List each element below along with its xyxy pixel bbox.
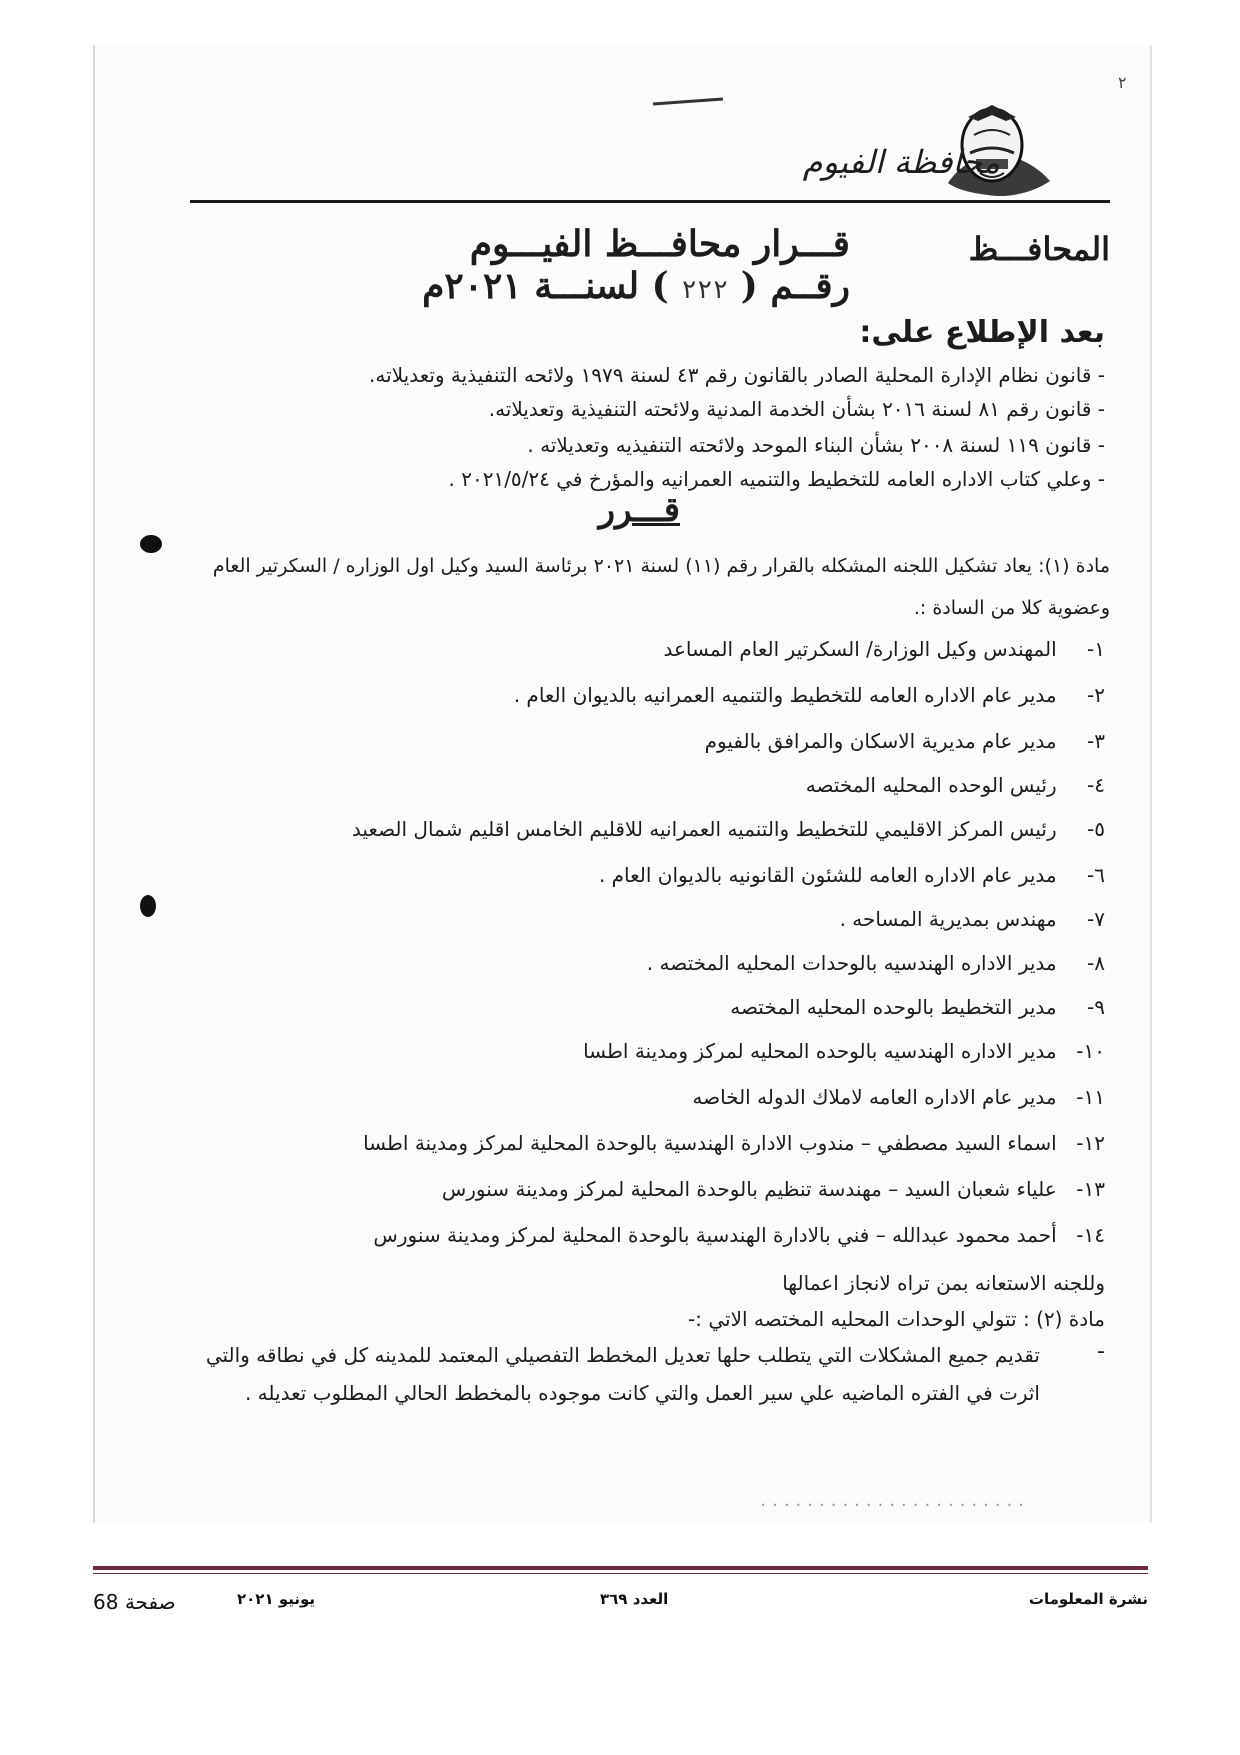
member-item <box>730 995 1105 1019</box>
decision-number-prefix: رقــم ( <box>740 265 850 307</box>
review-item: - وعلي كتاب الاداره العامه للتخطيط والتنميه العمرانيه والمؤرخ في ٢٠٢١/٥/٢٤ . <box>448 467 1105 491</box>
member-number: ١٣- <box>1076 1177 1105 1201</box>
decision-title: قـــرار محافـــظ الفيـــوم <box>469 223 850 265</box>
member-number: ٩- <box>1087 995 1105 1019</box>
member-text: مدير عام مديرية الاسكان والمرافق بالفيوم <box>704 729 1057 753</box>
member-number: ١١- <box>1076 1085 1105 1109</box>
member-text: رئيس الوحده المحليه المختصه <box>805 773 1057 797</box>
member-text: مدير الاداره الهندسيه بالوحده المحليه لمركز ومدينة اطسا <box>583 1039 1057 1063</box>
footer-publication: نشرة المعلومات <box>1028 1590 1148 1608</box>
governorate-name: محافظة الفيوم <box>802 143 1000 181</box>
committee-assistance: وللجنه الاستعانه بمن تراه لانجاز اعمالها <box>782 1271 1105 1295</box>
article-1: مادة (١): يعاد تشكيل اللجنه المشكله بالقرار رقم (١١) لسنة ٢٠٢١ برئاسة السيد وكيل اول الوزاره / السكرتير العام <box>212 555 1110 577</box>
article-2: مادة (٢) : تتولي الوحدات المحليه المختصه الاتي :- <box>688 1307 1105 1331</box>
member-item <box>692 1085 1105 1109</box>
member-text: مهندس بمديرية المساحه . <box>839 907 1057 931</box>
member-text: علياء شعبان السيد – مهندسة تنظيم بالوحدة المحلية لمركز ومدينة سنورس <box>441 1177 1057 1201</box>
review-item: - قانون ١١٩ لسنة ٢٠٠٨ بشأن البناء الموحد ولائحته التنفيذيه وتعديلاته . <box>527 433 1105 457</box>
member-number: ٦- <box>1087 863 1105 887</box>
bullet-dash: - <box>1097 1339 1105 1364</box>
member-item <box>705 729 1105 753</box>
footer-date: يونيو ٢٠٢١ <box>237 1590 316 1608</box>
member-item <box>352 817 1105 841</box>
scanned-document <box>93 45 1152 1523</box>
decision-number-suffix: ) لسنـــة ٢٠٢١م <box>422 265 669 307</box>
member-item <box>647 951 1105 975</box>
ink-blot <box>140 535 162 553</box>
review-heading: بعد الإطلاع على: <box>859 315 1105 350</box>
member-number: ٥- <box>1087 817 1105 841</box>
member-text: المهندس وكيل الوزارة/ السكرتير العام المساعد <box>663 637 1057 661</box>
footer-page-label: صفحة <box>124 1590 176 1614</box>
cut-off-text-row: ....................... <box>760 1490 1030 1511</box>
member-text: مدير عام الاداره العامه للتخطيط والتنميه العمرانيه بالديوان العام . <box>513 683 1057 707</box>
member-item <box>373 1223 1105 1247</box>
pen-stroke <box>653 98 723 106</box>
member-text: أحمد محمود عبدالله – فني بالادارة الهندسية بالوحدة المحلية لمركز ومدينة سنورس <box>373 1223 1057 1247</box>
decides-heading: قـــرر <box>598 490 680 530</box>
page-mark: ٢ <box>1118 73 1127 92</box>
member-number: ٣- <box>1087 729 1105 753</box>
member-item <box>514 683 1105 707</box>
member-number: ٢- <box>1087 683 1105 707</box>
member-item <box>806 773 1105 797</box>
footer-page <box>93 1590 176 1614</box>
member-item <box>583 1039 1105 1063</box>
member-item <box>599 863 1105 887</box>
footer-issue: العدد ٣٦٩ <box>600 1590 669 1608</box>
member-item <box>442 1177 1105 1201</box>
header-divider <box>190 200 1110 203</box>
ink-blot <box>140 895 156 917</box>
decision-number-handwritten: ٢٢٢ <box>681 275 729 305</box>
member-text: مدير عام الاداره العامه للشئون القانونيه بالديوان العام . <box>598 863 1057 887</box>
member-number: ٨- <box>1087 951 1105 975</box>
member-text: مدير التخطيط بالوحده المحليه المختصه <box>730 995 1057 1019</box>
member-text: مدير عام الاداره العامه لاملاك الدوله الخاصه <box>692 1085 1057 1109</box>
member-number: ١٠- <box>1076 1039 1105 1063</box>
footer-rule-thin <box>93 1573 1148 1574</box>
article-2-bullet-line2: اثرت في الفتره الماضيه علي سير العمل والتي كانت موجوده بالمخطط الحالي المطلوب تعديله . <box>244 1381 1040 1405</box>
member-text: اسماء السيد مصطفي – مندوب الادارة الهندسية بالوحدة المحلية لمركز ومدينة اطسا <box>363 1131 1057 1155</box>
member-number: ٤- <box>1087 773 1105 797</box>
member-item <box>840 907 1105 931</box>
footer-rule <box>93 1566 1148 1570</box>
article-1-membership: وعضوية كلا من السادة :. <box>913 597 1110 619</box>
member-number: ١٢- <box>1076 1131 1105 1155</box>
footer-page-number: 68 <box>93 1590 119 1614</box>
member-number: ١٤- <box>1076 1223 1105 1247</box>
member-text: مدير الاداره الهندسيه بالوحدات المحليه المختصه . <box>646 951 1057 975</box>
review-item: - قانون نظام الإدارة المحلية الصادر بالقانون رقم ٤٣ لسنة ١٩٧٩ ولائحه التنفيذية وتعديلاته. <box>369 363 1105 387</box>
decision-number <box>422 265 850 307</box>
member-number: ٧- <box>1087 907 1105 931</box>
issuer-role: المحافـــظ <box>968 230 1110 268</box>
member-item <box>363 1131 1105 1155</box>
review-item: - قانون رقم ٨١ لسنة ٢٠١٦ بشأن الخدمة المدنية ولائحته التنفيذية وتعديلاته. <box>488 397 1105 421</box>
article-2-bullet-line1: تقديم جميع المشكلات التي يتطلب حلها تعديل المخطط التفصيلي المعتمد للمدينه كل في نطاقه والتي <box>205 1343 1040 1367</box>
member-number: ١- <box>1087 637 1105 661</box>
member-text: رئيس المركز الاقليمي للتخطيط والتنميه العمرانيه للاقليم الخامس اقليم شمال الصعيد <box>351 817 1057 841</box>
member-item <box>663 637 1105 661</box>
